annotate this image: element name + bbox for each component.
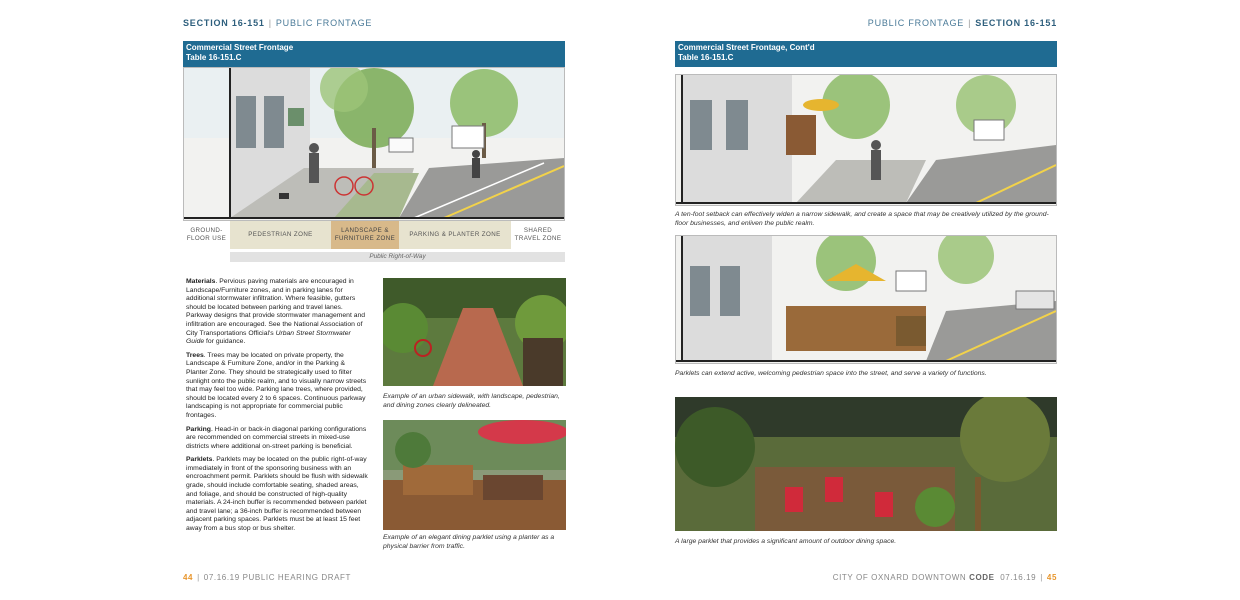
zone-parking: PARKING & PLANTER ZONE [399, 221, 511, 249]
dining-parklet-image [383, 420, 566, 530]
footer-label: PUBLIC HEARING DRAFT [242, 573, 352, 582]
large-parklet-image [675, 397, 1057, 531]
setback-illustration [675, 74, 1057, 206]
table-title: Commercial Street Frontage, Cont'd [678, 43, 815, 52]
table-number: Table 16-151.C [678, 53, 734, 62]
street-illustration-svg [184, 68, 564, 220]
section-subtitle: PUBLIC FRONTAGE [275, 18, 373, 28]
section-subtitle: PUBLIC FRONTAGE [867, 18, 965, 28]
photo-dining-parklet [383, 420, 566, 530]
paragraph-parklets: Parklets. Parklets may be located on the public right-of-way immediately in front of the sponsoring business with an encroachment permit. Parklets should be flush with sidewalk grade, should include comfortable seating, shaded areas, and foliage, and should be constructed of high-quality materials. A 24-inch buffer is recommended between parklet and travel lane; a 36-inch buffer is recommended between adjacent parking spaces. Parklets must be at least 15 feet away from a bus stop or bus shelter. [186, 456, 368, 533]
right-footer: CITY OF OXNARD DOWNTOWN CODE 07.16.19 | 45 [832, 573, 1057, 582]
paragraph-materials: Materials. Pervious paving materials are encouraged in Landscape/Furniture zones, and in parking lanes for additional stormwater infiltration. Where feasible, gutters should be located between parking and travel lanes. Parkway designs that provide stormwater management and infiltration are encouraged. See the National Association of City Transportations Official's Urban Street Stormwater Guide for guidance. [186, 278, 366, 346]
zone-strip [183, 221, 565, 249]
paragraph-parking: Parking. Head-in or back-in diagonal parking configurations are recommended on commercial streets in mixed-use districts where additional on-street parking is beneficial. [186, 425, 367, 450]
table-title: Commercial Street Frontage [186, 43, 294, 52]
left-footer: 44 | 07.16.19 PUBLIC HEARING DRAFT [183, 573, 352, 582]
footer-city: CITY OF OXNARD DOWNTOWN [832, 573, 967, 582]
zone-shared: SHARED TRAVEL ZONE [511, 221, 565, 249]
left-body-text [186, 278, 368, 539]
page-number-left: 44 [183, 573, 194, 582]
page-number-right: 45 [1046, 573, 1057, 582]
photo-urban-sidewalk [383, 278, 566, 386]
right-table-header [675, 41, 1057, 67]
section-number: SECTION 16-151 [975, 18, 1057, 28]
street-section-illustration [183, 67, 565, 221]
urban-sidewalk-image [383, 278, 566, 386]
right-running-head: PUBLIC FRONTAGE | SECTION 16-151 [867, 18, 1057, 28]
parklet-illustration-svg [676, 236, 1056, 363]
zone-ground-floor: GROUND-FLOOR USE [183, 221, 230, 249]
caption-photo3: A large parklet that provides a significant amount of outdoor dining space. [675, 538, 897, 545]
setback-illustration-svg [676, 75, 1056, 205]
caption-photo1: Example of an urban sidewalk, with landscape, pedestrian, and dining zones clearly delineated. [383, 393, 560, 409]
zone-landscape: LANDSCAPE & FURNITURE ZONE [331, 221, 399, 249]
caption-ill1: A ten-foot setback can effectively widen a narrow sidewalk, and create a space that may be creatively utilized by the ground-floor businesses, and enliven the public realm. [675, 211, 1049, 227]
caption-ill2: Parklets can extend active, welcoming pedestrian space into the street, and serve a variety of functions. [675, 370, 987, 377]
zone-pedestrian: PEDESTRIAN ZONE [230, 221, 331, 249]
public-right-of-way-bar: Public Right-of-Way [230, 252, 565, 262]
footer-code: CODE [969, 573, 995, 582]
section-number: SECTION 16-151 [183, 18, 265, 28]
parklet-illustration [675, 235, 1057, 364]
left-running-head: SECTION 16-151 | PUBLIC FRONTAGE [183, 18, 373, 28]
left-table-header [183, 41, 565, 67]
footer-date: 07.16.19 [203, 573, 240, 582]
paragraph-trees: Trees. Trees may be located on private property, the Landscape & Furniture Zone, and/or in the Parking & Planter Zone. They should be strategically used to filter sunlight onto the public realm, and to visually narrow streets that may feel too wide. Parking lane trees, where provided, should be located every 2 to 6 spaces. Continuous parkway landscaping is not appropriate for commercial public frontages. [186, 351, 367, 419]
table-number: Table 16-151.C [186, 53, 242, 62]
footer-date: 07.16.19 [1000, 573, 1037, 582]
photo-large-parklet [675, 397, 1057, 531]
caption-photo2: Example of an elegant dining parklet using a planter as a physical barrier from traffic. [383, 534, 555, 550]
